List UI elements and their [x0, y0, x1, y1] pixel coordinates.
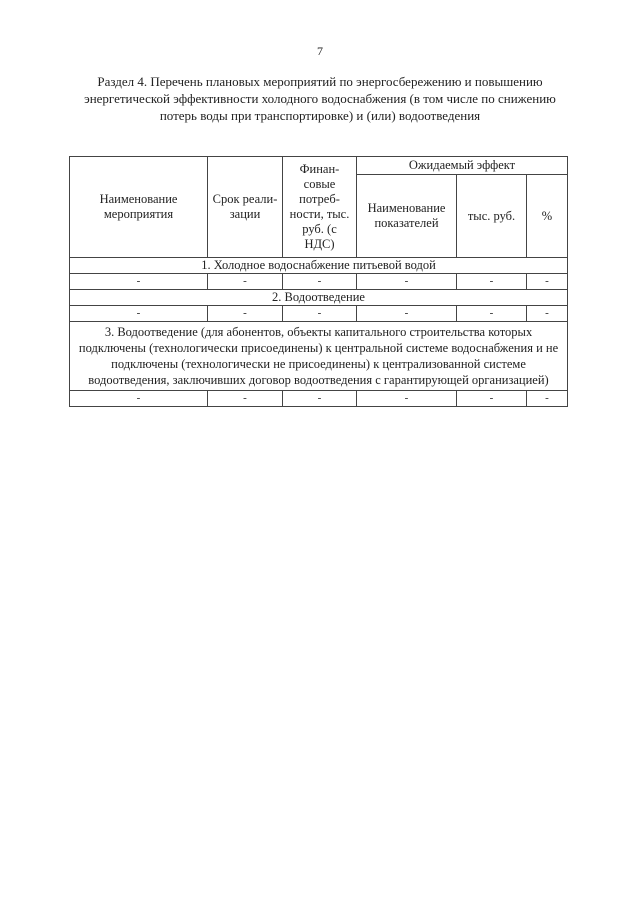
table-cell: -	[70, 391, 208, 407]
table-cell: -	[208, 306, 283, 322]
header-indicator-name: Наименование показателей	[357, 175, 457, 258]
table-cell: -	[70, 306, 208, 322]
table-cell: -	[357, 274, 457, 290]
table-cell: -	[357, 391, 457, 407]
table-cell: -	[283, 391, 357, 407]
table-cell: -	[283, 274, 357, 290]
table-row	[70, 306, 568, 322]
table-row	[70, 391, 568, 407]
table-cell: -	[70, 274, 208, 290]
table-cell: -	[527, 274, 568, 290]
measures-table	[69, 156, 568, 407]
page-number: 7	[317, 44, 323, 58]
header-thousand-rub: тыс. руб.	[457, 175, 527, 258]
section-2-title: 2. Водоотведение	[70, 290, 568, 306]
table-cell: -	[527, 391, 568, 407]
table-cell: -	[457, 306, 527, 322]
table-cell: -	[527, 306, 568, 322]
table-cell: -	[208, 391, 283, 407]
header-expected-effect: Ожидаемый эффект	[357, 157, 568, 175]
section-1-title: 1. Холодное водоснабжение питьевой водой	[70, 258, 568, 274]
table-cell: -	[457, 274, 527, 290]
table-cell: -	[283, 306, 357, 322]
table-cell: -	[208, 274, 283, 290]
header-measure-name: Наименование мероприятия	[70, 157, 208, 258]
header-percent: %	[527, 175, 568, 258]
table-cell: -	[457, 391, 527, 407]
table-row	[70, 274, 568, 290]
section-3-title: 3. Водоотведение (для абонентов, объекты капитального строительства которых подключены (технологически присоединены) к центральной системе водоснабжения и не подключены (технологически не присоединены) к централизованной системе водоотведения, заключивших договор водоотведения с гарантирующей организацией)	[70, 322, 568, 391]
section-title: Раздел 4. Перечень плановых мероприятий по энергосбережению и повышению энергетической эффективности холодного водоснабжения (в том числе по снижению потерь воды при транспортировке) и (или) водоотведения	[84, 74, 556, 123]
header-term: Срок реали-зации	[208, 157, 283, 258]
header-finance: Финан-совые потреб-ности, тыс. руб. (с НДС)	[283, 157, 357, 258]
table-cell: -	[357, 306, 457, 322]
